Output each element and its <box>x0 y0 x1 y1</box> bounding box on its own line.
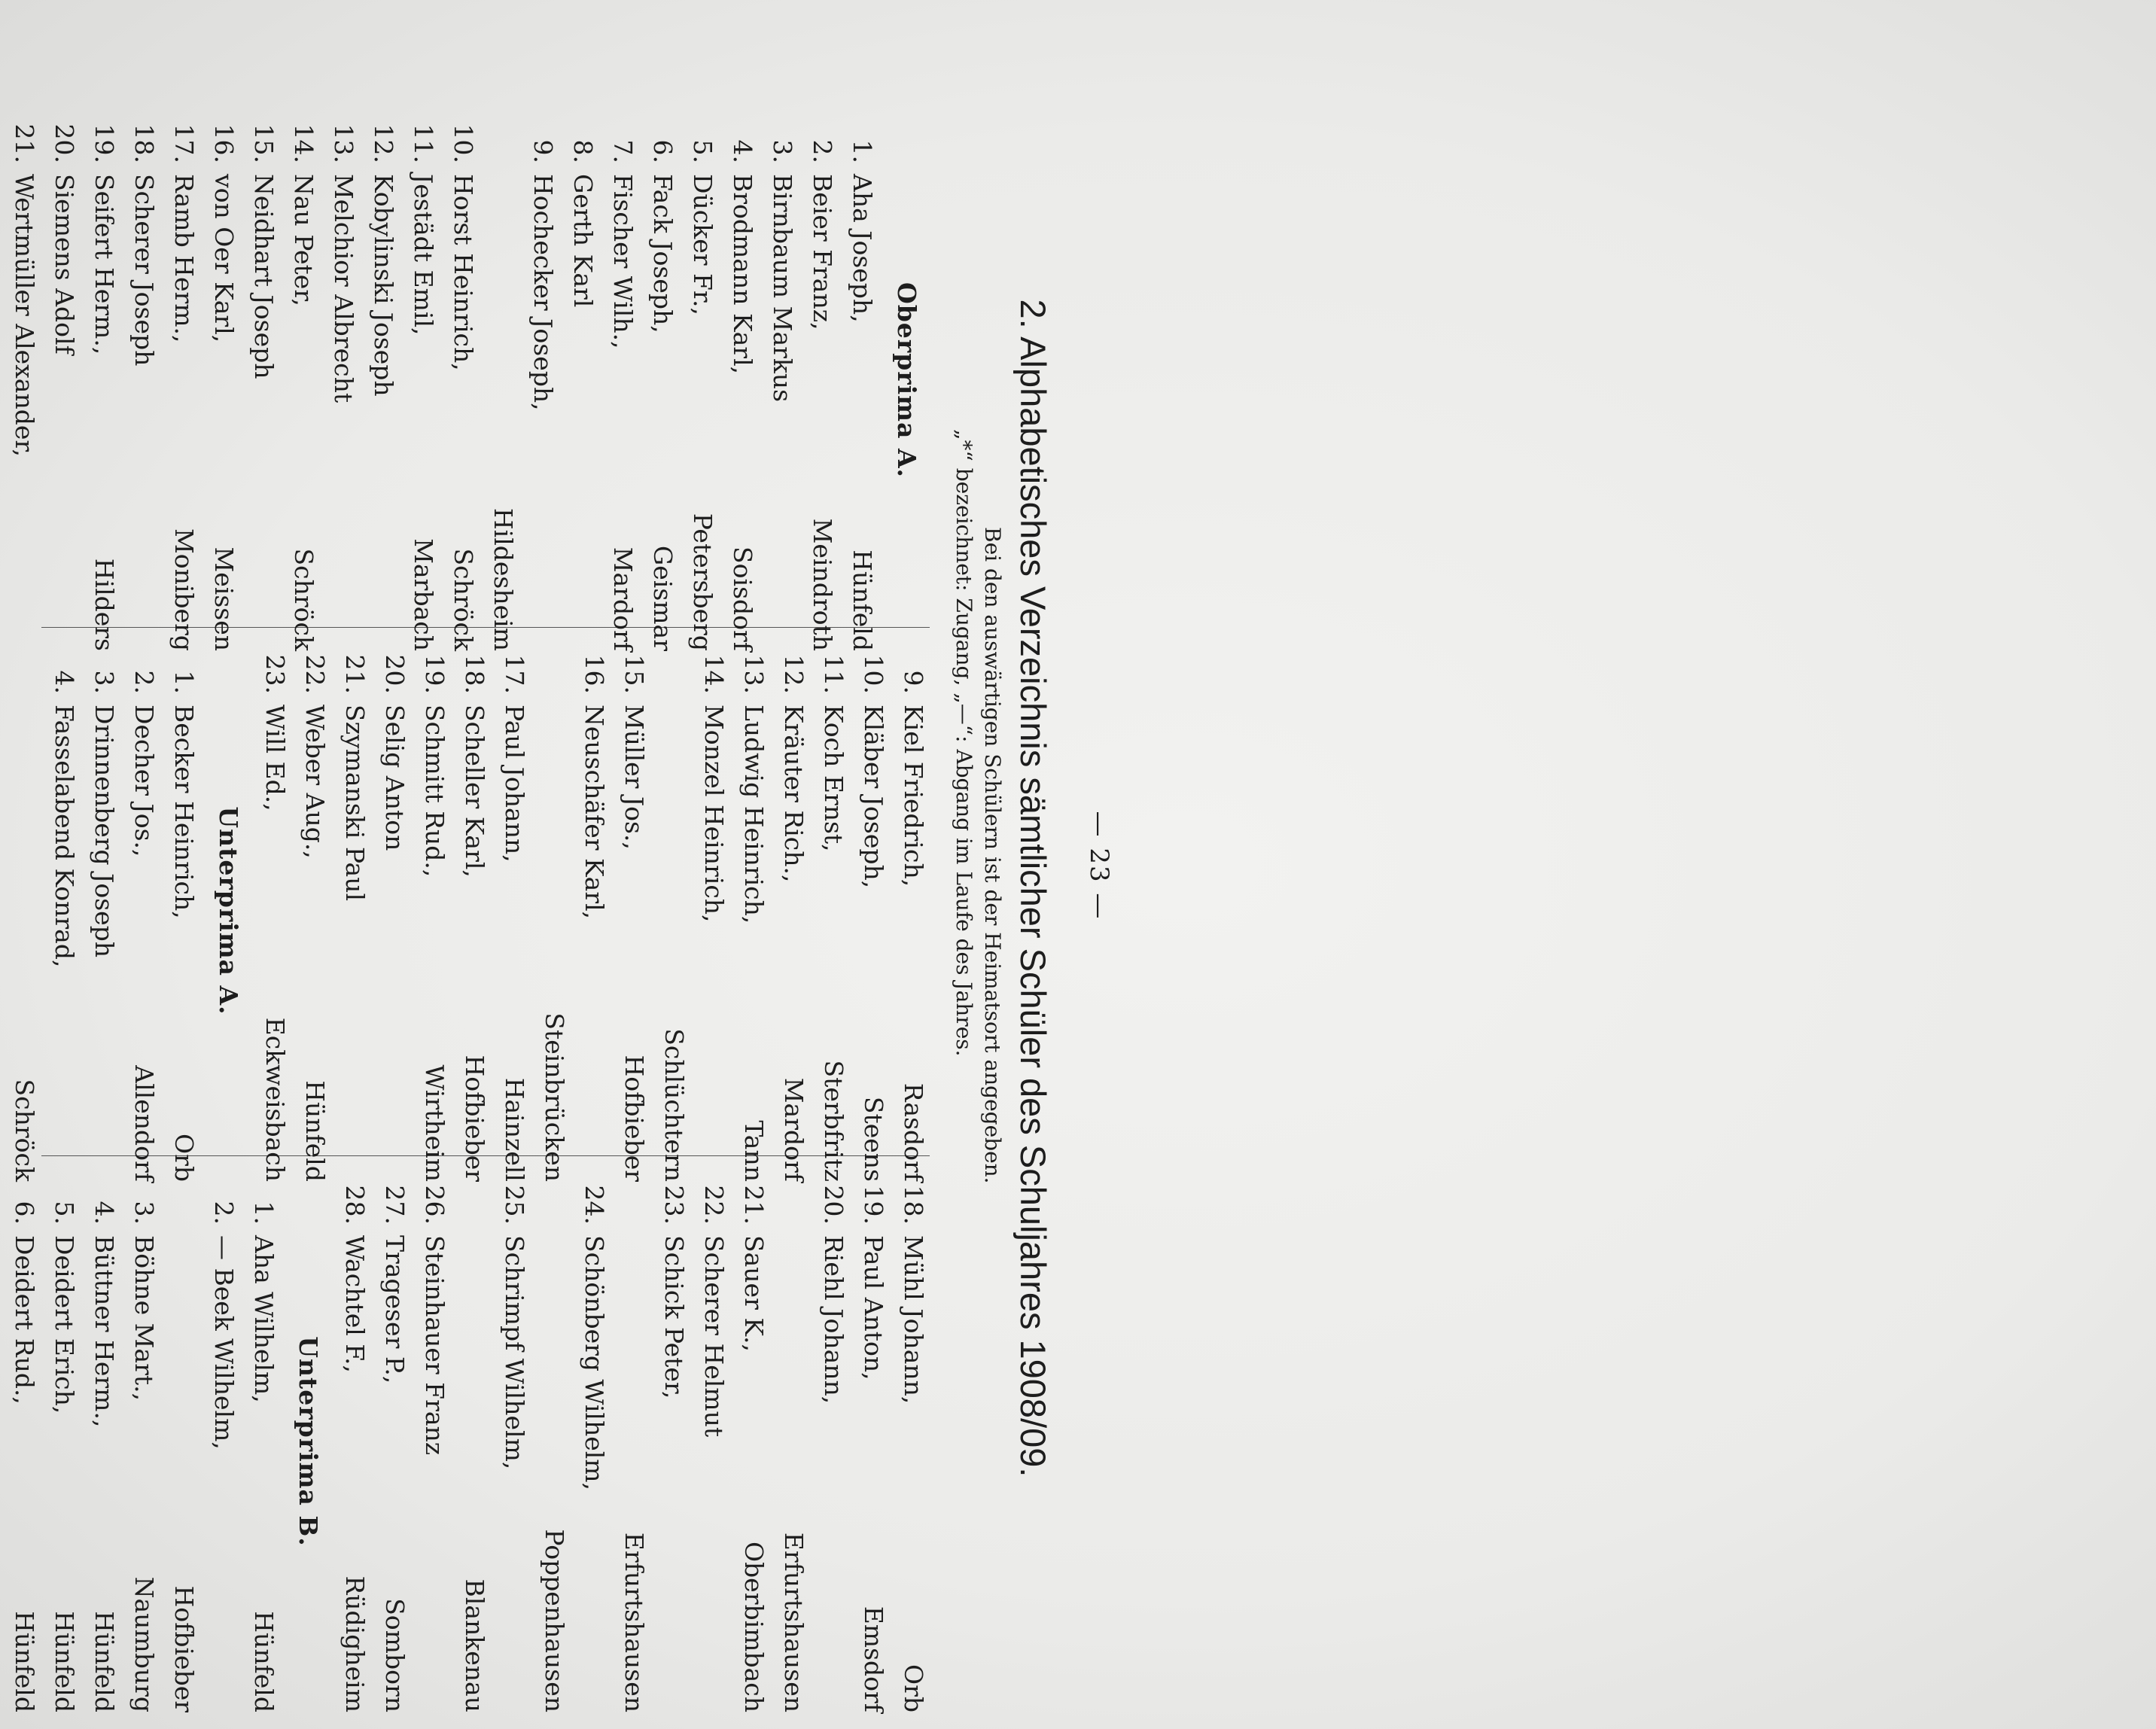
class-section <box>0 109 929 651</box>
entry-number: 21. <box>10 123 39 163</box>
class-section <box>0 1170 330 1712</box>
student-entry <box>723 109 763 651</box>
student-name: Aha Wilhelm, <box>249 1235 279 1403</box>
student-name: Aha Joseph, <box>848 174 877 323</box>
student-name: Sauer K., <box>739 1235 769 1352</box>
entry-number: 20. <box>50 123 79 163</box>
student-entry <box>324 109 364 651</box>
entry-number: 7. <box>608 139 638 163</box>
student-name: Koch Ernst, <box>819 705 848 852</box>
home-town: Hainzell <box>500 1077 529 1182</box>
entry-number: 9. <box>528 139 558 163</box>
student-entry <box>574 1170 614 1712</box>
student-entry <box>44 1170 84 1712</box>
student-name: Fischer Wilh., <box>608 174 638 349</box>
student-entry <box>734 1170 774 1712</box>
student-entry <box>335 1170 375 1712</box>
student-entry <box>802 109 842 651</box>
student-name: Brodmann Karl, <box>728 174 757 375</box>
entry-number: 8. <box>568 139 598 163</box>
entry-number: 23. <box>260 654 290 694</box>
note-line-2: „*“ bezeichnet: Zugang, „—“: Abgang im Laufe des Jahres. <box>952 429 976 1057</box>
student-name: Müller Jos., <box>620 705 649 850</box>
home-town: Hilders <box>90 558 119 651</box>
home-town: Mardorf <box>779 1077 808 1182</box>
entry-number: 2. <box>808 139 837 163</box>
student-name: Schönberg Wilhelm, <box>580 1235 609 1491</box>
home-town: Erfurtshausen <box>620 1532 649 1712</box>
class-section <box>0 640 251 1182</box>
student-entry <box>295 640 335 1182</box>
student-name: Szymanski Paul <box>340 705 370 902</box>
home-town <box>0 1590 5 1712</box>
entry-number: 18. <box>460 654 489 694</box>
entry-number: 17. <box>500 654 529 694</box>
entry-number: 6. <box>648 139 678 163</box>
student-entry <box>5 1170 44 1712</box>
student-entry <box>415 640 455 1182</box>
entry-number: 16. <box>580 654 609 694</box>
student-name: Fasselabend Konrad, <box>50 705 79 968</box>
class-heading: Unterprima B. <box>294 1336 323 1547</box>
entry-number: 6. <box>10 1201 39 1225</box>
student-entry <box>854 640 894 1182</box>
class-section <box>255 640 933 1182</box>
entry-number: 10. <box>449 123 478 163</box>
entry-number: 19. <box>420 654 449 694</box>
student-entry <box>694 640 734 1182</box>
student-name: Will Ed., <box>260 705 290 811</box>
student-entry <box>255 640 295 1182</box>
home-town: Orb <box>899 1664 928 1712</box>
home-town: Marbach <box>409 538 438 651</box>
student-entry <box>694 1170 734 1712</box>
student-entry <box>204 1170 244 1712</box>
student-entry <box>164 109 204 651</box>
student-entry <box>44 109 84 651</box>
entry-number: 4. <box>90 1201 119 1225</box>
home-town: Tann <box>739 1120 769 1182</box>
entry-number: 22. <box>300 654 330 694</box>
student-entry <box>164 640 204 1182</box>
page-number: — 23 — <box>1084 811 1114 921</box>
student-name: Drinnenberg Joseph <box>90 705 119 958</box>
student-entry <box>894 1170 933 1712</box>
student-entry <box>455 640 495 1182</box>
student-name: Seifert Herm., <box>90 174 119 355</box>
student-name: Selig Anton <box>380 705 410 851</box>
student-name: Becker Heinrich, <box>169 705 199 919</box>
student-entry <box>244 1170 284 1712</box>
student-name: Wachtel F., <box>340 1235 370 1374</box>
student-name: Horst Heinrich, <box>449 174 478 371</box>
home-town: Hünfeld <box>249 1611 279 1712</box>
student-name: Mühl Johann, <box>899 1235 928 1405</box>
entry-number: 19. <box>859 1185 888 1225</box>
entry-number: 24. <box>580 1185 609 1225</box>
home-town: Rasdorf <box>899 1082 928 1182</box>
student-entry <box>603 109 643 651</box>
home-town: Erfurtshausen <box>779 1532 808 1712</box>
home-town: Oberbimbach <box>739 1542 769 1712</box>
student-name: Paul Johann, <box>500 705 529 863</box>
student-name: Jestädt Emil, <box>409 174 438 336</box>
student-entry <box>375 1170 415 1712</box>
student-name: Kobylinski Joseph <box>369 174 398 397</box>
student-entry <box>84 640 124 1182</box>
home-town: Hünfeld <box>90 1611 119 1712</box>
entry-number: 9. <box>899 670 928 694</box>
entry-number: 12. <box>369 123 398 163</box>
entry-number: 13. <box>739 654 769 694</box>
home-town: Schröck <box>10 1079 39 1182</box>
home-town: Somborn <box>380 1598 410 1712</box>
entry-number: 16. <box>209 123 239 163</box>
home-town: Meissen <box>209 546 239 651</box>
home-town: Steens <box>859 1096 888 1182</box>
home-town: Geismar <box>648 545 678 651</box>
class-heading: Oberprima A. <box>892 282 921 479</box>
entry-number: 1. <box>848 139 877 163</box>
entry-number: 19. <box>90 123 119 163</box>
student-entry <box>0 640 5 1182</box>
student-column <box>0 640 933 1182</box>
entry-number: 18. <box>899 1185 928 1225</box>
student-name: Deidert Erich, <box>50 1235 79 1414</box>
student-entry <box>124 640 164 1182</box>
student-name: Fack Joseph, <box>648 174 678 333</box>
student-column <box>0 1170 933 1712</box>
entry-number: 25. <box>500 1185 529 1225</box>
entry-number: 13. <box>329 123 358 163</box>
student-entry <box>284 109 324 651</box>
student-name: Neuschäfer Karl, <box>580 705 609 920</box>
home-town: Hünfeld <box>848 549 877 651</box>
document-title: 2. Alphabetisches Verzeichnis sämtlicher Schüler des Schuljahres 1908/09. <box>1013 299 1053 1478</box>
student-name: Schrimpf Wilhelm, <box>500 1235 529 1470</box>
entry-number: 3. <box>90 670 119 694</box>
entry-number: 14. <box>289 123 318 163</box>
student-entry <box>523 109 563 651</box>
student-name: Monzel Heinrich, <box>699 705 729 923</box>
home-town: Soisdorf <box>728 546 757 651</box>
student-entry <box>364 109 403 651</box>
home-town: Schröck <box>289 548 318 651</box>
student-entry <box>44 640 84 1182</box>
student-entry <box>814 1170 854 1712</box>
entry-number: 3. <box>768 139 797 163</box>
student-name: Neidhart Joseph <box>249 174 279 379</box>
student-entry <box>443 109 483 651</box>
entry-number: 5. <box>50 1201 79 1225</box>
student-name: Kläber Joseph, <box>859 705 888 889</box>
student-name: Beier Franz, <box>808 174 837 330</box>
home-town: Wirtheim <box>420 1064 449 1182</box>
student-entry <box>763 109 802 651</box>
student-column <box>0 109 933 651</box>
home-town: Emsdorf <box>859 1606 888 1712</box>
home-town: Mardorf <box>608 546 638 651</box>
student-name: Kiel Friedrich, <box>899 705 928 887</box>
student-name: Paul Anton, <box>859 1235 888 1380</box>
student-entry <box>814 640 854 1182</box>
entry-number: 12. <box>779 654 808 694</box>
student-entry <box>774 640 814 1182</box>
student-name: Decher Jos., <box>129 705 159 857</box>
entry-number: 11. <box>409 123 438 163</box>
home-town: Hofbieber <box>169 1585 199 1712</box>
entry-number: 22. <box>699 1185 729 1225</box>
student-name: Trageser P., <box>380 1235 410 1384</box>
student-entry <box>734 640 774 1182</box>
student-name: Birnbaum Markus <box>768 174 797 403</box>
student-name: Melchior Albrecht <box>329 174 358 403</box>
student-entry <box>5 109 44 651</box>
student-entry <box>563 109 603 651</box>
student-entry <box>204 109 244 651</box>
entry-number <box>0 1170 5 1225</box>
student-entry <box>643 109 683 651</box>
student-entry <box>495 1170 534 1712</box>
student-name: Deidert Rud., <box>10 1235 39 1405</box>
student-entry <box>854 1170 894 1712</box>
home-town: Hünfeld <box>300 1080 330 1182</box>
student-entry <box>0 1170 5 1712</box>
student-entry <box>842 109 882 651</box>
entry-number: 21. <box>739 1185 769 1225</box>
home-town: Blankenau <box>460 1578 489 1712</box>
home-town: Orb <box>169 1134 199 1182</box>
home-town: Schröck <box>449 548 478 651</box>
student-entry <box>894 640 933 1182</box>
student-name: Scheller Karl, <box>460 705 489 878</box>
entry-number: 28. <box>340 1185 370 1225</box>
entry-number: 20. <box>819 1185 848 1225</box>
entry-number: 21. <box>340 654 370 694</box>
student-name: Riehl Johann, <box>819 1235 848 1405</box>
entry-number: 15. <box>249 123 279 163</box>
student-name: Schick Peter, <box>659 1235 689 1399</box>
home-town: Steinbrücken <box>540 1012 569 1182</box>
student-name: Dücker Fr., <box>688 174 717 316</box>
note-line-1: Bei den auswärtigen Schülern ist der Heimatsort angegeben. <box>980 527 1005 1184</box>
entry-number: 14. <box>699 654 729 694</box>
student-name: Scherer Joseph <box>129 174 159 367</box>
entry-number: 15. <box>620 654 649 694</box>
student-entry <box>683 109 723 651</box>
student-entry <box>84 109 124 651</box>
student-name: Kräuter Rich., <box>779 705 808 883</box>
student-name: Scherer Helmut <box>699 1235 729 1438</box>
student-name: Hochecker Joseph, <box>528 174 558 411</box>
home-town: Poppenhausen <box>540 1529 569 1712</box>
student-name: Siemens Adolf <box>50 174 79 355</box>
student-name: Böhne Mart., <box>129 1235 159 1402</box>
home-town: Naumburg <box>129 1576 159 1712</box>
entry-number <box>0 640 5 694</box>
student-name: Wertmüller Alexander, <box>10 174 39 457</box>
class-heading: Unterprima A. <box>214 806 243 1015</box>
student-name: Nau Peter, <box>289 174 318 306</box>
home-town: Hofbieber <box>620 1055 649 1182</box>
entry-number: 26. <box>420 1185 449 1225</box>
student-entry <box>124 109 164 651</box>
home-town: Moniberg <box>169 528 199 651</box>
student-name: Ramb Herm., <box>169 174 199 343</box>
student-entry <box>403 109 443 651</box>
entry-number: 27. <box>380 1185 410 1225</box>
entry-number: 2. <box>209 1201 239 1225</box>
student-entry <box>84 1170 124 1712</box>
student-name: Weber Aug., <box>300 705 330 859</box>
entry-number: 2. <box>129 670 159 694</box>
entry-number: 10. <box>859 654 888 694</box>
home-town: Hofbieber <box>460 1055 489 1182</box>
student-entry <box>654 1170 694 1712</box>
entry-number: 17. <box>169 123 199 163</box>
home-town: Hünfeld <box>10 1611 39 1712</box>
entry-number: 11. <box>819 654 848 694</box>
home-town: Eckweisbach <box>260 1017 290 1182</box>
entry-number: 5. <box>688 139 717 163</box>
entry-number: 4. <box>50 670 79 694</box>
entry-number: 23. <box>659 1185 689 1225</box>
entry-number: 20. <box>380 654 410 694</box>
home-town: Meindroth <box>808 518 837 651</box>
student-entry <box>375 640 415 1182</box>
entry-number: 3. <box>129 1201 159 1225</box>
student-name: von Oer Karl, <box>209 174 239 343</box>
home-town: Sterbfritz <box>819 1060 848 1182</box>
student-entry <box>335 640 375 1182</box>
home-town: Hildesheim <box>489 507 518 651</box>
student-name: — Beek Wilhelm, <box>209 1235 239 1450</box>
entry-number: 1. <box>249 1201 279 1225</box>
entry-number: 18. <box>129 123 159 163</box>
student-name: Büttner Herm., <box>90 1235 119 1428</box>
class-section <box>335 1170 933 1712</box>
home-town: Allendorf <box>129 1065 159 1182</box>
home-town: Schlüchtern <box>659 1028 689 1182</box>
student-entry <box>495 640 534 1182</box>
student-entry <box>614 640 654 1182</box>
student-name: Steinhauer Franz <box>420 1235 449 1456</box>
student-name: Gerth Karl <box>568 174 598 308</box>
student-name: Schmitt Rud., <box>420 705 449 878</box>
student-name: Ludwig Heinrich, <box>739 705 769 924</box>
student-entry <box>415 1170 455 1712</box>
entry-number: 4. <box>728 139 757 163</box>
student-entry <box>244 109 284 651</box>
home-town: Petersberg <box>688 513 717 651</box>
student-entry <box>124 1170 164 1712</box>
student-entry <box>574 640 614 1182</box>
home-town: Rüdigheim <box>340 1575 370 1712</box>
home-town: Hünfeld <box>50 1611 79 1712</box>
entry-number: 1. <box>169 670 199 694</box>
